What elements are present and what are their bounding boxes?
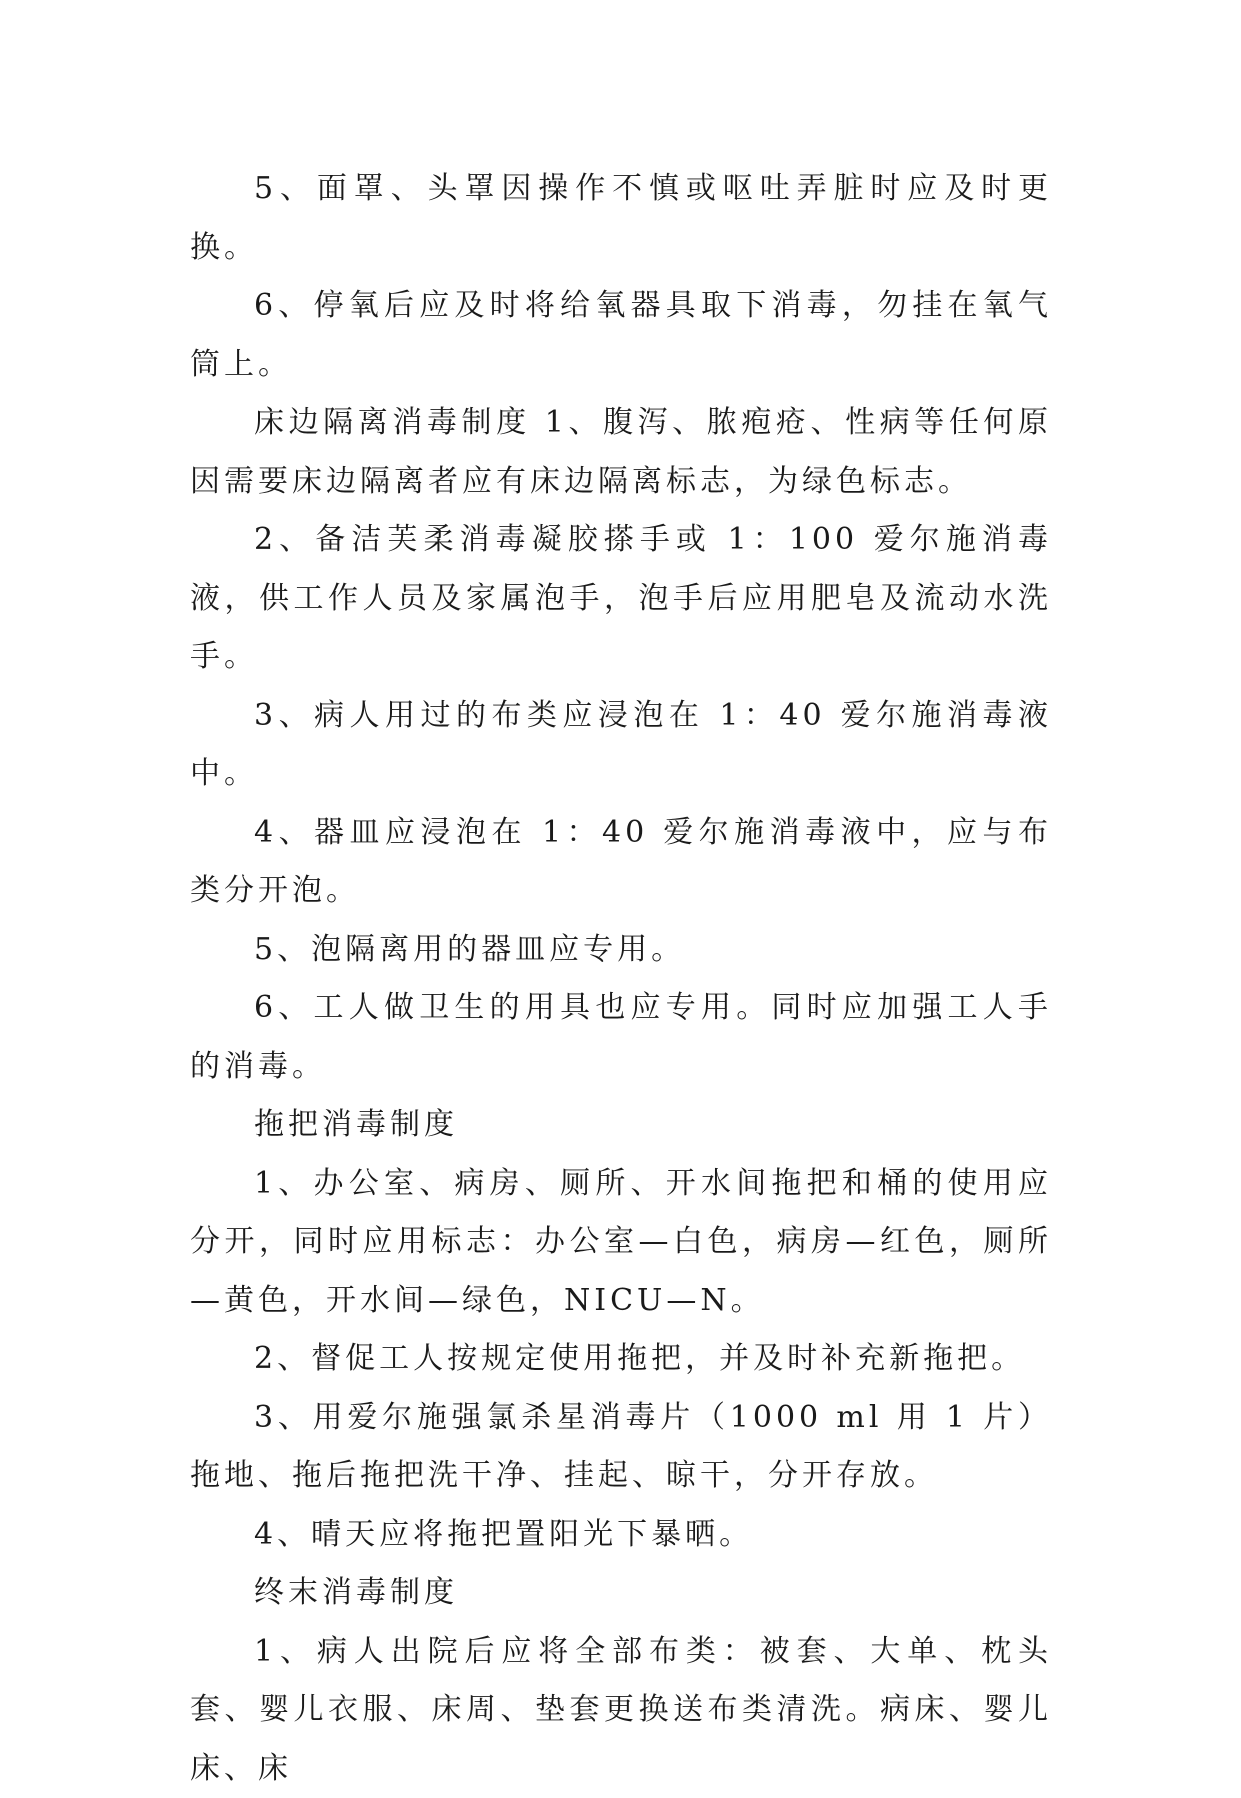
paragraph-mask-replacement: 5、面罩、头罩因操作不慎或呕吐弄脏时应及时更换。 bbox=[190, 160, 1052, 277]
paragraph-mop-3: 3、用爱尔施强氯杀星消毒片（1000 ml 用 1 片）拖地、拖后拖把洗干净、挂起、晾干，分开存放。 bbox=[190, 1389, 1052, 1506]
paragraph-bedside-isolation-5: 5、泡隔离用的器皿应专用。 bbox=[190, 921, 1052, 980]
paragraph-bedside-isolation-3: 3、病人用过的布类应浸泡在 1：40 爱尔施消毒液中。 bbox=[190, 687, 1052, 804]
paragraph-oxygen-equipment: 6、停氧后应及时将给氧器具取下消毒，勿挂在氧气筒上。 bbox=[190, 277, 1052, 394]
paragraph-terminal-1: 1、病人出院后应将全部布类：被套、大单、枕头套、婴儿衣服、床周、垫套更换送布类清洗。病床、婴儿床、床 bbox=[190, 1623, 1052, 1798]
paragraph-bedside-isolation-6: 6、工人做卫生的用具也应专用。同时应加强工人手的消毒。 bbox=[190, 979, 1052, 1096]
paragraph-bedside-isolation-1: 床边隔离消毒制度 1、腹泻、脓疱疮、性病等任何原因需要床边隔离者应有床边隔离标志，为绿色标志。 bbox=[190, 394, 1052, 511]
document-body bbox=[190, 160, 1052, 1798]
section-heading-terminal-disinfection: 终末消毒制度 bbox=[190, 1564, 1052, 1623]
paragraph-bedside-isolation-2: 2、备洁芙柔消毒凝胶搽手或 1：100 爱尔施消毒液，供工作人员及家属泡手，泡手后应用肥皂及流动水洗手。 bbox=[190, 511, 1052, 687]
paragraph-mop-1: 1、办公室、病房、厕所、开水间拖把和桶的使用应分开，同时应用标志：办公室—白色，病房—红色，厕所—黄色，开水间—绿色，NICU—N。 bbox=[190, 1155, 1052, 1331]
paragraph-mop-4: 4、晴天应将拖把置阳光下暴晒。 bbox=[190, 1506, 1052, 1565]
paragraph-mop-2: 2、督促工人按规定使用拖把，并及时补充新拖把。 bbox=[190, 1330, 1052, 1389]
paragraph-bedside-isolation-4: 4、器皿应浸泡在 1：40 爱尔施消毒液中，应与布类分开泡。 bbox=[190, 804, 1052, 921]
section-heading-mop-disinfection: 拖把消毒制度 bbox=[190, 1096, 1052, 1155]
